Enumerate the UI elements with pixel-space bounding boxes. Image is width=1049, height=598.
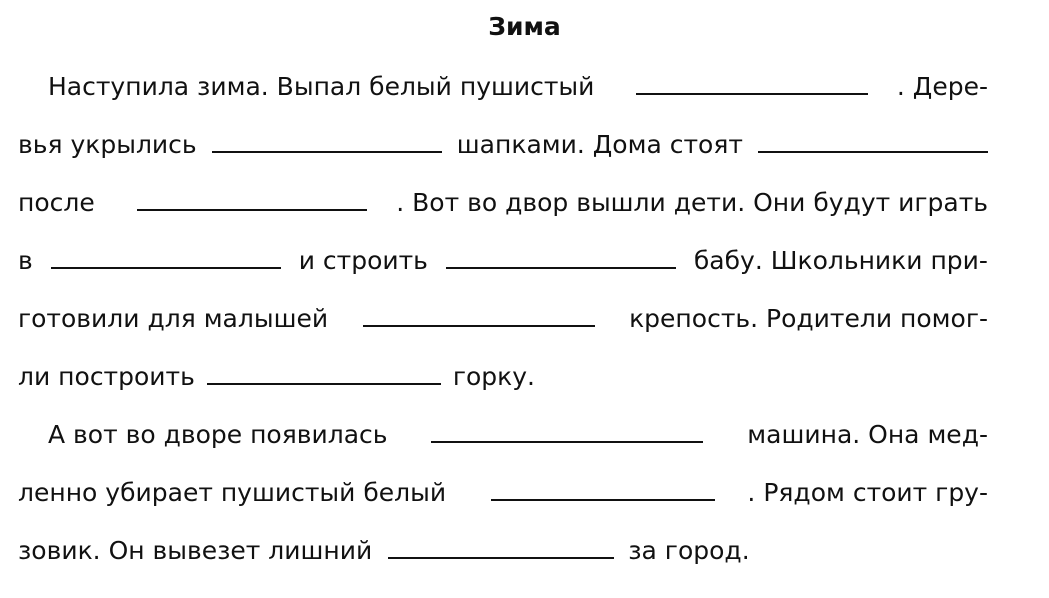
fill-in-blank[interactable] xyxy=(207,383,441,385)
text-fragment: Наступила зима. Выпал белый пушистый xyxy=(48,72,595,101)
text-fragment: шапками. Дома стоят xyxy=(456,130,743,159)
fill-in-blank[interactable] xyxy=(491,499,715,501)
text-fragment: в xyxy=(18,246,33,275)
fill-in-blank[interactable] xyxy=(758,151,988,153)
fill-in-blank[interactable] xyxy=(431,441,703,443)
text-fragment: ленно убирает пушистый белый xyxy=(18,478,447,507)
text-fragment: машина. Она мед- xyxy=(747,420,988,449)
text-line xyxy=(18,296,988,336)
text-line xyxy=(18,180,988,220)
text-line xyxy=(18,122,988,162)
text-line xyxy=(48,412,988,452)
text-fragment: . Дере- xyxy=(896,72,988,101)
text-fragment: зовик. Он вывезет лишний xyxy=(18,536,373,565)
text-fragment: . Вот во двор вышли дети. Они будут играть xyxy=(396,188,988,217)
text-fragment: после xyxy=(18,188,95,217)
text-line xyxy=(18,470,988,510)
text-fragment: А вот во дворе появилась xyxy=(48,420,388,449)
text-line xyxy=(18,354,988,394)
text-fragment: горку. xyxy=(452,362,535,391)
fill-in-blank[interactable] xyxy=(446,267,676,269)
worksheet-title: Зима xyxy=(488,12,561,41)
text-fragment: крепость. Родители помог- xyxy=(629,304,988,333)
text-fragment: ли построить xyxy=(18,362,195,391)
fill-in-blank[interactable] xyxy=(212,151,442,153)
fill-in-blank[interactable] xyxy=(636,93,868,95)
text-fragment: готовили для малышей xyxy=(18,304,329,333)
fill-in-blank[interactable] xyxy=(363,325,595,327)
text-line xyxy=(18,528,988,568)
fill-in-blank[interactable] xyxy=(51,267,281,269)
text-fragment: за город. xyxy=(628,536,750,565)
fill-in-blank[interactable] xyxy=(137,209,367,211)
text-fragment: . Рядом стоит гру- xyxy=(747,478,988,507)
text-fragment: вья укрылись xyxy=(18,130,197,159)
text-line xyxy=(18,238,988,278)
text-fragment: бабу. Школьники при- xyxy=(693,246,988,275)
text-line xyxy=(48,64,988,104)
text-fragment: и строить xyxy=(298,246,428,275)
fill-in-blank[interactable] xyxy=(388,557,614,559)
